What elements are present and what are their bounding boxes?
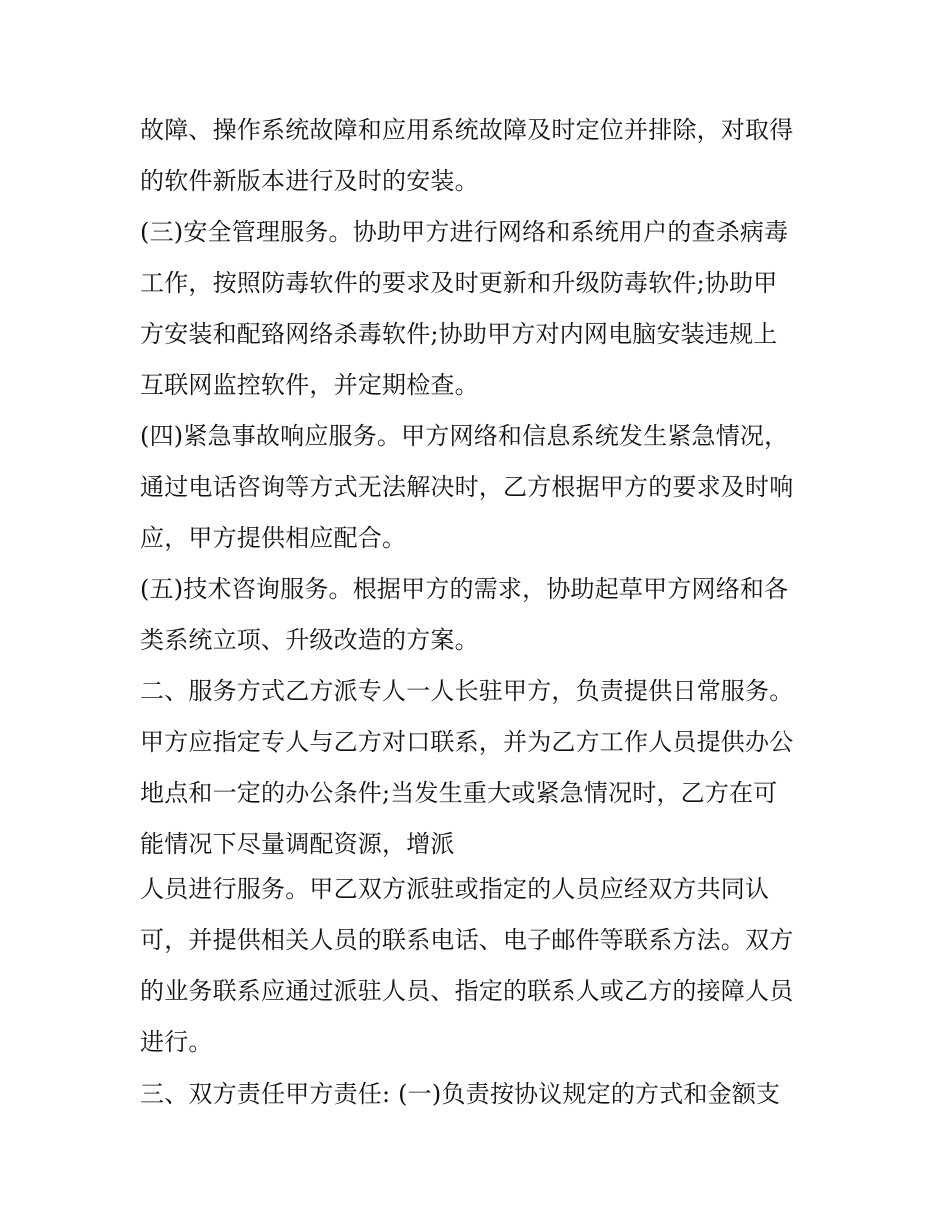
- text-line: 方安装和配臵网络杀毒软件;协助甲方对内网电脑安装违规上: [140, 320, 778, 348]
- text-line: 类系统立项、升级改造的方案。: [140, 626, 479, 654]
- text-line: 应，甲方提供相应配合。: [140, 524, 407, 552]
- text-line: (三)安全管理服务。协助甲方进行网络和系统用户的查杀病毒: [140, 218, 789, 246]
- text-line: 进行。: [140, 1028, 213, 1056]
- text-line: 人员进行服务。甲乙双方派驻或指定的人员应经双方共同认: [140, 875, 770, 903]
- text-line: (五)技术咨询服务。根据甲方的需求，协助起草甲方网络和各: [140, 575, 789, 603]
- text-line: 的业务联系应通过派驻人员、指定的联系人或乙方的接障人员: [140, 977, 794, 1005]
- text-line: 三、双方责任甲方责任: (一)负责按协议规定的方式和金额支: [140, 1080, 781, 1108]
- text-line: 互联网监控软件，并定期检查。: [140, 371, 479, 399]
- text-line: 地点和一定的办公条件;当发生重大或紧急情况时，乙方在可: [140, 779, 778, 807]
- text-line: 二、服务方式乙方派专人一人长驻甲方，负责提供日常服务。: [140, 677, 794, 705]
- text-line: 甲方应指定专人与乙方对口联系，并为乙方工作人员提供办公: [140, 728, 794, 756]
- text-line: 工作，按照防毒软件的要求及时更新和升级防毒软件;协助甲: [140, 269, 778, 297]
- text-line: 能情况下尽量调配资源，增派: [140, 830, 455, 858]
- text-line: 故障、操作系统故障和应用系统故障及时定位并排除，对取得: [140, 116, 794, 144]
- text-line: 的软件新版本进行及时的安装。: [140, 167, 479, 195]
- text-line: 通过电话咨询等方式无法解决时，乙方根据甲方的要求及时响: [140, 473, 794, 501]
- text-line: (四)紧急事故响应服务。甲方网络和信息系统发生紧急情况，: [140, 422, 789, 450]
- text-line: 可，并提供相关人员的联系电话、电子邮件等联系方法。双方: [140, 926, 794, 954]
